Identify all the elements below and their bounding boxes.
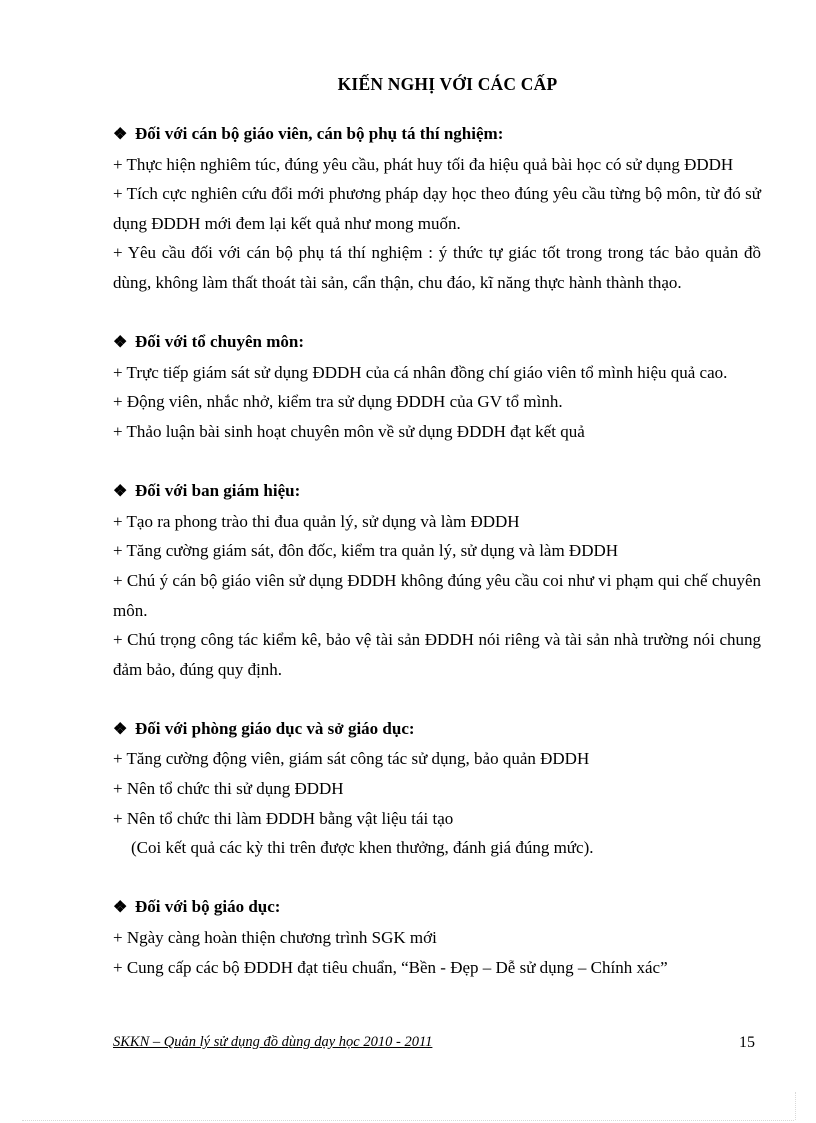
section-line: + Tăng cường giám sát, đôn đốc, kiểm tra quản lý, sử dụng và làm ĐDDH — [113, 541, 619, 561]
section-line: + Ngày càng hoàn thiện chương trình SGK mới — [113, 928, 437, 948]
section-heading-text: Đối với cán bộ giáo viên, cán bộ phụ tá thí nghiệm: — [135, 124, 504, 143]
section-line: + Nên tổ chức thi sử dụng ĐDDH — [113, 779, 344, 799]
corner-dotted-rule — [795, 1092, 797, 1120]
diamond-bullet-icon: ❖ — [113, 126, 128, 143]
section-heading-text: Đối với tổ chuyên môn: — [135, 332, 305, 352]
diamond-bullet-icon: ❖ — [113, 720, 128, 738]
section-line: + Tăng cường động viên, giám sát công tác sử dụng, bảo quản ĐDDH — [113, 749, 590, 769]
page-title: KIẾN NGHỊ VỚI CÁC CẤP — [337, 74, 558, 94]
section-education-departments — [113, 714, 761, 863]
section-subject-group — [113, 327, 761, 446]
section-line: + Cung cấp các bộ ĐDDH đạt tiêu chuẩn, “Bền - Đẹp – Dễ sử dụng – Chính xác” — [113, 957, 668, 977]
section-heading — [113, 327, 761, 358]
section-line: + Động viên, nhắc nhở, kiểm tra sử dụng ĐDDH của GV tổ mình. — [113, 392, 563, 412]
section-note: (Coi kết quả các kỳ thi trên được khen thưởng, đánh giá đúng mức). — [131, 838, 594, 858]
section-ministry — [113, 892, 761, 982]
section-line: + Trực tiếp giám sát sử dụng ĐDDH của cá nhân đồng chí giáo viên tổ mình hiệu quả cao. — [113, 362, 728, 382]
document-content — [113, 119, 761, 982]
section-heading — [113, 119, 761, 150]
diamond-bullet-icon: ❖ — [113, 334, 128, 352]
section-heading-text: Đối với ban giám hiệu: — [135, 481, 301, 501]
section-heading — [113, 476, 761, 507]
footer-title: SKKN – Quản lý sử dụng đồ dùng dạy học 2010 - 2011 — [113, 1034, 433, 1050]
diamond-bullet-icon: ❖ — [113, 483, 128, 501]
section-heading-text: Đối với bộ giáo dục: — [135, 897, 281, 917]
section-line: + Tích cực nghiên cứu đổi mới phương pháp dạy học theo đúng yêu cầu từng bộ môn, từ đó sử dụng ĐDDH mới đem lại kết quả như mong muốn. — [113, 184, 761, 233]
section-line: + Yêu cầu đối với cán bộ phụ tá thí nghiệm : ý thức tự giác tốt trong trong tác bảo quản đồ dùng, không làm thất thoát tài sản, cẩn thận, chu đáo, kĩ năng thực hành thành thạo. — [113, 243, 761, 292]
section-heading-text: Đối với phòng giáo dục và sở giáo dục: — [135, 718, 415, 738]
section-line: + Chú trọng công tác kiểm kê, bảo vệ tài sản ĐDDH nói riêng và tài sản nhà trường nói chung đảm bảo, đúng quy định. — [113, 630, 761, 679]
section-line: + Nên tổ chức thi làm ĐDDH bằng vật liệu tái tạo — [113, 808, 454, 828]
bottom-dotted-rule — [22, 1120, 794, 1121]
section-heading — [113, 714, 761, 745]
diamond-bullet-icon: ❖ — [113, 899, 128, 917]
section-line: + Chú ý cán bộ giáo viên sử dụng ĐDDH không đúng yêu cầu coi như vi phạm qui chế chuyên môn. — [113, 570, 761, 620]
section-line: + Tạo ra phong trào thi đua quản lý, sử dụng và làm ĐDDH — [113, 511, 520, 531]
section-school-board — [113, 476, 761, 684]
section-heading — [113, 892, 761, 923]
section-line: + Thực hiện nghiêm túc, đúng yêu cầu, phát huy tối đa hiệu quả bài học có sử dụng ĐDDH — [113, 154, 734, 174]
page-number: 15 — [739, 1034, 755, 1051]
section-line: + Thảo luận bài sinh hoạt chuyên môn về sử dụng ĐDDH đạt kết quả — [113, 421, 585, 441]
section-teachers — [113, 119, 761, 298]
